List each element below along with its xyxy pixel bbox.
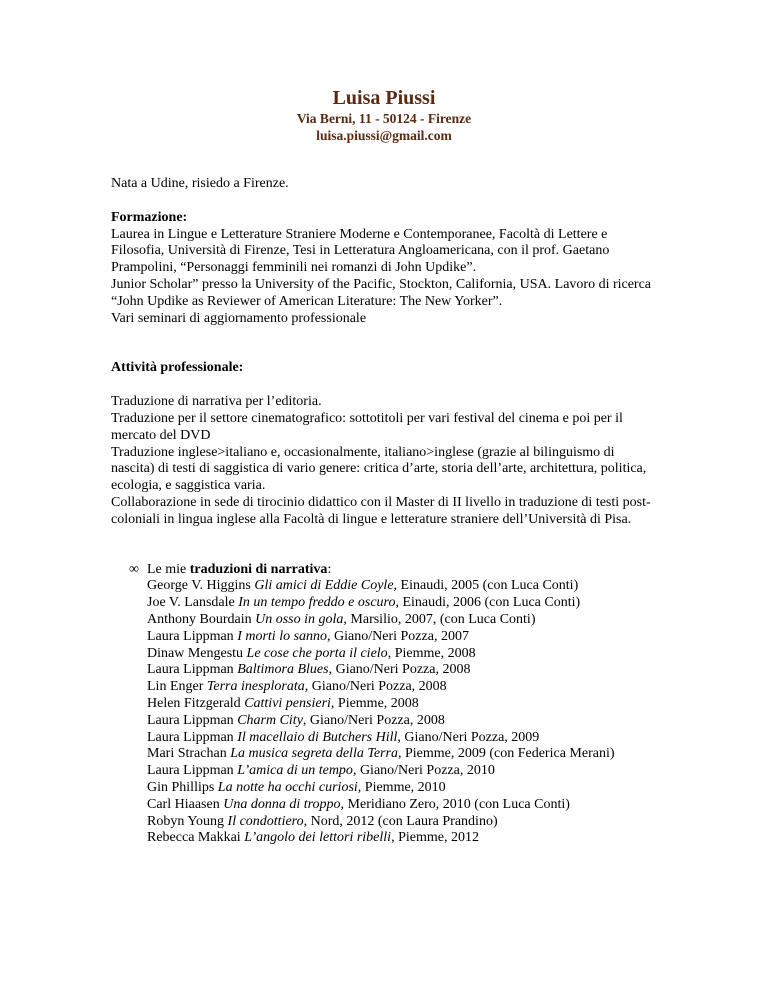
translation-item <box>147 662 711 679</box>
translation-details: , Nord, 2012 (con Laura Prandino) <box>303 813 498 829</box>
translation-author: Carl Hiaasen <box>147 796 224 812</box>
translation-title: Un osso in gola <box>255 611 344 627</box>
translation-title: L’angolo dei lettori ribelli <box>244 830 392 846</box>
translation-details: , Giano/Neri Pozza, 2008 <box>302 712 445 728</box>
attivita-line: nascita) di testi di saggistica di vario genere: critica d’arte, storia dell’arte, architettura, politica, <box>111 461 647 477</box>
translation-item <box>147 797 711 814</box>
translation-item <box>147 595 711 612</box>
formazione-line: Laurea in Lingue e Letterature Straniere Moderne e Contemporanee, Facoltà di Lettere e <box>111 226 608 242</box>
translation-items <box>129 578 711 847</box>
attivita-heading: Attività professionale: <box>111 360 244 376</box>
translation-item <box>147 578 711 595</box>
translation-title: Le cose che porta il cielo <box>246 645 388 661</box>
translation-author: Laura Lippman <box>147 628 238 644</box>
translation-author: Laura Lippman <box>147 763 238 779</box>
lead-tail: : <box>327 561 332 577</box>
translation-item <box>147 780 711 797</box>
translation-item <box>147 696 711 713</box>
translation-details: , Piemme, 2012 <box>391 830 479 846</box>
translation-details: , Piemme, 2008 <box>330 695 419 711</box>
translation-author: Robyn Young <box>147 813 228 829</box>
lead-text: Le mie <box>147 561 190 577</box>
formazione-section <box>111 210 711 328</box>
translation-details: , Einaudi, 2005 (con Luca Conti) <box>393 578 579 594</box>
translation-details: , Giano/Neri Pozza, 2007 <box>327 628 469 644</box>
translation-title: Terra inesplorata <box>206 679 305 695</box>
translation-title: Il macellaio di Butchers Hill <box>237 729 398 745</box>
translation-details: , Giano/Neri Pozza, 2010 <box>352 763 495 779</box>
translation-item <box>147 713 711 730</box>
translation-author: Rebecca Makkai <box>147 830 245 846</box>
formazione-line: “John Updike as Reviewer of American Literature: The New Yorker”. <box>111 293 503 309</box>
translation-author: Dinaw Mengestu <box>147 645 247 661</box>
translation-details: , Marsilio, 2007, (con Luca Conti) <box>343 611 536 627</box>
translation-title: Baltimora Blues <box>237 662 329 678</box>
translation-details: , Meridiano Zero, 2010 (con Luca Conti) <box>340 796 570 812</box>
translation-item <box>147 830 711 847</box>
translation-author: Joe V. Lansdale <box>147 595 239 611</box>
intro-line: Nata a Udine, risiedo a Firenze. <box>111 176 289 191</box>
translation-item <box>147 646 711 663</box>
formazione-line: Junior Scholar” presso la University of the Pacific, Stockton, California, USA. Lavoro di ricerca <box>111 276 652 292</box>
translation-details: , Giano/Neri Pozza, 2009 <box>397 729 540 745</box>
address: Via Berni, 11 - 50124 - Firenze <box>296 111 472 126</box>
translation-title: La musica segreta della Terra <box>230 746 398 762</box>
attivita-section <box>111 360 711 528</box>
attivita-line: coloniali in lingua inglese alla Facoltà di lingue e letterature straniere dell’Università di Pisa. <box>111 511 632 527</box>
email: luisa.piussi@gmail.com <box>316 128 452 143</box>
translation-author: Gin Phillips <box>147 779 218 795</box>
translation-title: Il condottiero <box>227 813 304 829</box>
translation-item <box>147 629 711 646</box>
translation-details: , Giano/Neri Pozza, 2008 <box>304 679 447 695</box>
translation-author: Laura Lippman <box>147 662 238 678</box>
translation-author: Helen Fitzgerald <box>147 695 245 711</box>
translation-item <box>147 679 711 696</box>
translation-item <box>147 730 711 747</box>
author-name: Luisa Piussi <box>332 87 436 109</box>
translation-title: In un tempo freddo e oscuro <box>238 595 396 611</box>
translation-author: Lin Enger <box>147 679 207 695</box>
translation-title: L’amica di un tempo <box>237 763 353 779</box>
infinity-bullet-icon: ∞ <box>129 561 139 577</box>
translation-details: , Einaudi, 2006 (con Luca Conti) <box>395 595 581 611</box>
lead-bold-text: traduzioni di narrativa <box>189 561 328 577</box>
translation-title: Cattivi pensieri <box>244 695 331 711</box>
translation-item <box>147 763 711 780</box>
translation-details: , Piemme, 2009 (con Federica Merani) <box>397 746 615 762</box>
formazione-line: Vari seminari di aggiornamento professionale <box>111 310 367 326</box>
translation-details: , Piemme, 2010 <box>357 779 446 795</box>
translation-details: , Giano/Neri Pozza, 2008 <box>328 662 471 678</box>
traduzioni-lead <box>147 562 711 579</box>
formazione-line: Filosofia, Università di Firenze, Tesi in Letteratura Angloamericana, con il prof. Gaetano <box>111 243 610 259</box>
translation-title: Charm City <box>237 712 303 728</box>
letterhead <box>0 56 768 144</box>
translation-author: George V. Higgins <box>147 578 255 594</box>
formazione-heading: Formazione: <box>111 209 188 225</box>
translation-author: Anthony Bourdain <box>147 611 256 627</box>
translation-title: Gli amici di Eddie Coyle <box>254 578 394 594</box>
document-body <box>111 176 711 847</box>
translation-item <box>147 746 711 763</box>
translation-title: La notte ha occhi curiosi <box>217 779 358 795</box>
attivita-line: Traduzione di narrativa per l’editoria. <box>111 394 322 410</box>
attivita-line: mercato del DVD <box>111 427 211 443</box>
translation-item <box>147 814 711 831</box>
translation-author: Laura Lippman <box>147 729 238 745</box>
translation-item <box>147 612 711 629</box>
translation-details: , Piemme, 2008 <box>387 645 476 661</box>
attivita-line: Collaborazione in sede di tirocinio didattico con il Master di II livello in traduzione di testi post- <box>111 494 651 510</box>
traduzioni-list <box>129 562 711 848</box>
translation-title: Una donna di troppo <box>223 796 341 812</box>
translation-author: Mari Strachan <box>147 746 231 762</box>
translation-title: I morti lo sanno <box>237 628 328 644</box>
attivita-line: ecologia, e saggistica varia. <box>111 478 266 494</box>
formazione-line: Prampolini, “Personaggi femminili nei romanzi di John Updike”. <box>111 260 477 276</box>
attivita-line: Traduzione per il settore cinematografico: sottotitoli per vari festival del cinema e poi per il <box>111 410 623 426</box>
translation-author: Laura Lippman <box>147 712 238 728</box>
attivita-line: Traduzione inglese>italiano e, occasionalmente, italiano>inglese (grazie al bilinguismo di <box>111 444 615 460</box>
